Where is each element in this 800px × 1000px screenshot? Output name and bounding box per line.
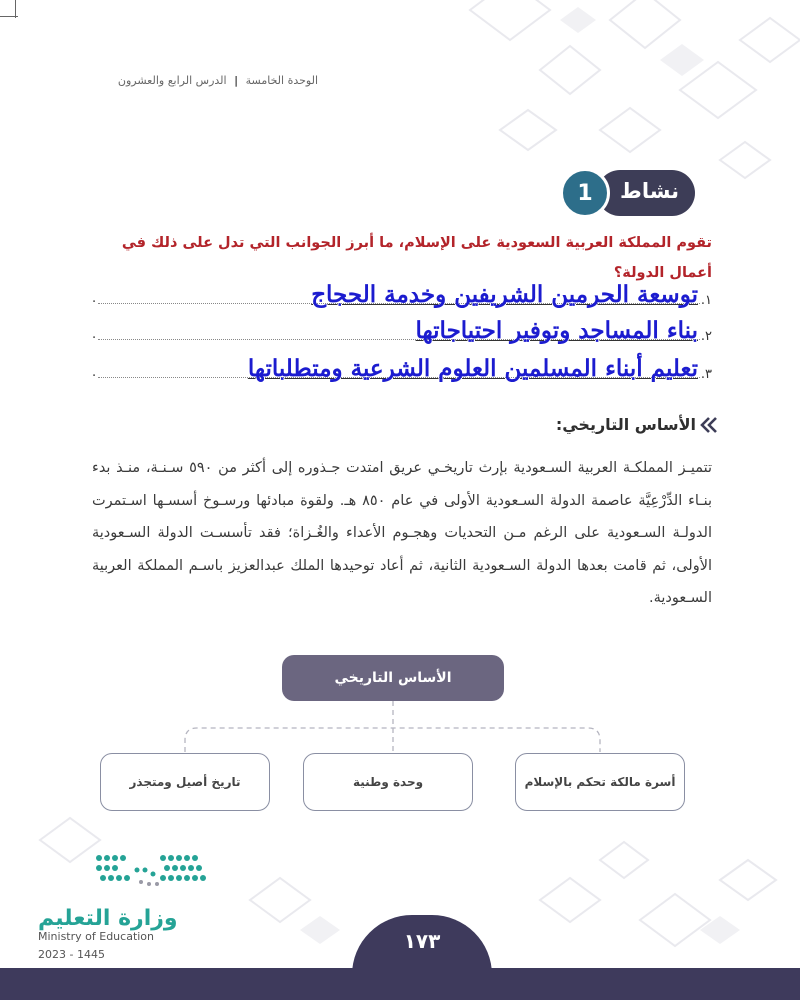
answer-line[interactable] [92, 356, 712, 386]
header-separator: | [234, 74, 239, 87]
activity-question: تقوم المملكة العربية السعودية على الإسلام، ما أبرز الجوانب التي تدل على ذلك في أعمال الدولة؟ [121, 235, 712, 281]
diagram-node: وحدة وطنية [303, 753, 473, 811]
activity-badge [560, 168, 695, 218]
handwritten-answer: تعليم أبناء المسلمين العلوم الشرعية ومتطلباتها [247, 355, 698, 382]
answer-number: ١. [700, 293, 712, 308]
logo-arabic-text: وزارة التعليم [38, 906, 178, 931]
answer-line[interactable] [92, 282, 712, 312]
handwritten-answer: توسعة الحرمين الشريفين وخدمة الحجاج [311, 281, 698, 308]
activity-label-pill [597, 170, 695, 216]
line-period: . [92, 327, 97, 342]
running-header [118, 74, 318, 87]
handwritten-answer: بناء المساجد وتوفير احتياجاتها [415, 317, 698, 344]
answer-number: ٣. [700, 367, 712, 382]
diagram-root-node: الأساس التاريخي [282, 655, 504, 701]
unit-label: الوحدة الخامسة [245, 74, 318, 87]
activity-label: نشاط [620, 179, 679, 203]
page-number: ١٧٣ [352, 915, 492, 975]
line-period: . [92, 291, 97, 306]
ministry-logo [38, 848, 228, 968]
activity-number: 1 [560, 168, 610, 218]
lesson-label: الدرس الرابع والعشرون [117, 74, 227, 87]
body-paragraph: تتميـز المملكـة العربية السـعودية بإرث تاريخـي عريق امتدت جـذوره إلى أكثر من ٥٩٠ سـنـة، منـذ بدء بنـاء الدِّرْعِيَّة عاصمة الدولة السـعودية الأولى في عام ٨٥٠ هـ. ولقوة مبادئها ورسـوخ أسسـها اسـتمرت الدولـة السـعودية على الرغم مـن التحديات وهجـوم الأعداء والغُـزاة؛ فقد تأسسـت الدولة السـعودية الأولى، ثم قامت بعدها الدولة السـعودية الثانية، ثم أعاد توحيدها الملك عبدالعزيز باسـم المملكة العربية السـعودية. [92, 460, 712, 606]
diagram-node: تاريخ أصيل ومتجذر [100, 753, 270, 811]
logo-year-text: 2023 - 1445 [38, 948, 105, 961]
section-heading [556, 415, 718, 434]
answer-number: ٢. [700, 329, 712, 344]
section-title: الأساس التاريخي: [555, 415, 696, 434]
logo-english-text: Ministry of Education [38, 930, 155, 943]
diagram-node: أسرة مالكة تحكم بالإسلام [515, 753, 685, 811]
line-period: . [92, 365, 97, 380]
double-chevron-icon [700, 417, 718, 433]
ministry-emblem-icon [93, 848, 223, 898]
crop-mark [0, 16, 18, 17]
answer-line[interactable] [92, 318, 712, 348]
